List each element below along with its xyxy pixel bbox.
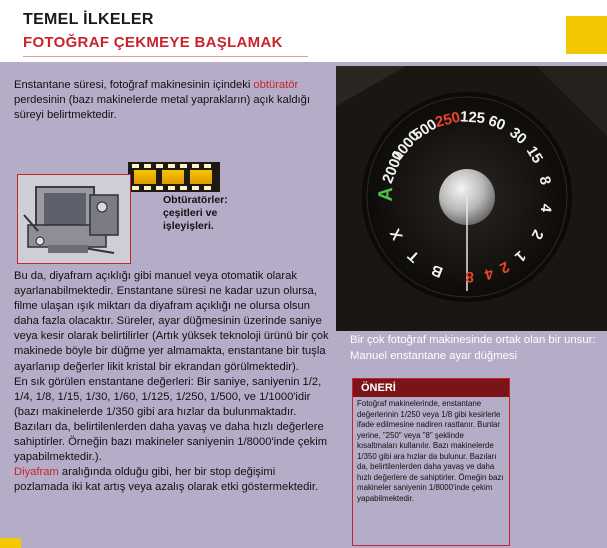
page-title: TEMEL İLKELER [23, 11, 154, 28]
tip-title: ÖNERİ [353, 379, 509, 397]
shutter-mechanism-image [17, 174, 131, 264]
values-paragraph: En sık görülen enstantane değerleri: Bir saniye, saniyenin 1/2, 1/4, 1/8, 1/15, 1/30, 1/60, 1/125, 1/250, 1/500, ve 1/1000'idir (bazı makinelerde 1/350 gibi ara hızlar da bulunmaktadır. Bazıları da, belirtilenlerden daha yavaş ve daha hızlı değerlere sahiptirler. Örneğin bazı makineler saniyenin 1/8000'inde çekim yapabilmektedir.). [14, 375, 328, 464]
dial-label: 60 [485, 112, 508, 135]
shutter-dial-photo [336, 66, 607, 331]
shutter-mechanism-icon [18, 175, 130, 263]
shutter-dial-icon [336, 66, 607, 331]
last-paragraph-text: aralığında olduğu gibi, her bir stop değişimi pozlamada iki kat artış veya azalış olarak etki göstermektedir. [14, 466, 319, 494]
dial-label: 2000 [379, 148, 408, 186]
last-paragraph [14, 465, 332, 495]
dial-label: 30 [506, 124, 530, 148]
intro-text-before: Enstantane süresi, fotoğraf makinesinin içindeki [14, 79, 254, 91]
page-subtitle: FOTOĞRAF ÇEKMEYE BAŞLAMAK [23, 34, 283, 51]
dial-label: A [374, 186, 398, 202]
dial-label: 4 [482, 264, 496, 283]
dial-label: 8 [465, 267, 475, 286]
left-column [14, 62, 336, 548]
obturator-link[interactable]: obtüratör [253, 79, 299, 91]
figure-caption: Obtüratörler: çeşitleri ve işleyişleri. [163, 194, 228, 232]
tip-text: Fotoğraf makinelerinde, enstantane değerlerinin 1/250 veya 1/8 gibi kesirlerle ifade edilmesine nadiren rastlanır. Bunlar yerine, "250" veya "8" şeklinde kısaltmaları kullanılır. Bazı makinelerde 1/350 gibi ara hızlar da bulunur. Bazıları da, belirtilenlerden daha yavaş ve daha hızlı değerlere de sahiptirler. Örneğin bazı makineler saniyenin 1/8000'inde çekim yapabilmektedir. [357, 399, 504, 503]
dial-label: X [386, 225, 407, 243]
dial-label: B [428, 260, 446, 281]
dial-label: 2 [496, 257, 513, 277]
dial-label: 15 [522, 143, 547, 167]
dial-label: 125 [459, 108, 486, 128]
yellow-accent-bar [566, 16, 607, 54]
dial-caption: Bir çok fotoğraf makinesinde ortak olan bir unsur: Manuel enstantane ayar düğmesi [350, 334, 596, 362]
dial-label: T [404, 246, 423, 266]
film-strip-icon [128, 162, 220, 192]
intro-paragraph [14, 78, 319, 123]
dial-label: 1 [511, 247, 529, 266]
dial-label: 4 [536, 202, 555, 214]
tip-box [352, 378, 510, 546]
diyafram-link[interactable]: Diyafram [14, 466, 59, 479]
header-divider [23, 56, 308, 57]
dial-label: 2 [527, 226, 547, 243]
body-text [14, 269, 332, 495]
content-panel [0, 62, 607, 548]
body-paragraph: Bu da, diyafram açıklığı gibi manuel veya otomatik olarak ayarlanabilmektedir. Enstantane süresi ne kadar uzun olursa, filme ulaşan ışık miktarı da diyafram açıklığı ne olursa olsun daha fazla olacaktır. Süreler, ayar düğmesinin üzerinde saniye veya kesir olarak belirtilirler (Artık yüksek teknoloji ürünü bir çok makinede böyle bir düğme yer almamakta, enstantane bir tuşla ayarlanıp değerler likit kristal bir ekrandan görülmektedir). [14, 270, 329, 373]
intro-text-after: perdesinin (bazı makinelerde metal yaprakların) açık kaldığı süreyi belirtmektedir. [14, 94, 310, 122]
yellow-corner-accent [0, 538, 21, 548]
dial-label: 250 [433, 108, 462, 132]
page-header [0, 0, 607, 62]
dial-label: 500 [409, 115, 440, 144]
dial-label: 1000 [388, 127, 424, 165]
dial-label: 8 [535, 174, 554, 187]
